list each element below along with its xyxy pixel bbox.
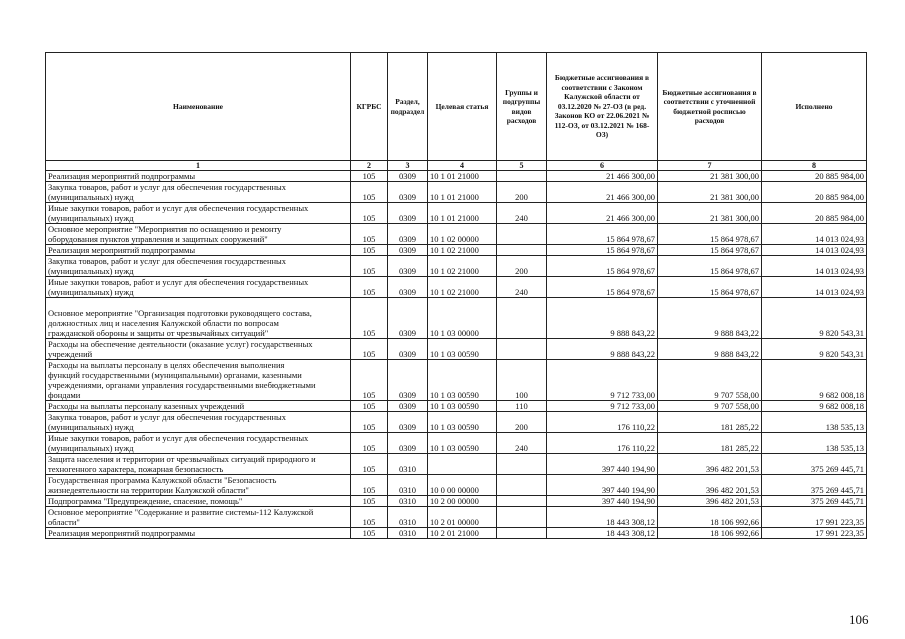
cell-name-line: (муниципальных) нужд <box>48 287 134 297</box>
cell-section: 0309 <box>388 245 428 256</box>
header-kgrbs: КГРБС <box>351 53 388 161</box>
cell-kgrbs: 105 <box>351 277 388 298</box>
cell-refined-amount: 15 864 978,67 <box>658 277 762 298</box>
cell-expense-group: 240 <box>497 203 547 224</box>
table-row <box>46 339 867 360</box>
cell-refined-amount: 9 888 843,22 <box>658 298 762 339</box>
cell-name-line: области" <box>48 517 80 527</box>
cell-executed-amount: 138 535,13 <box>762 433 867 454</box>
cell-refined-amount: 9 888 843,22 <box>658 339 762 360</box>
cell-executed-amount: 138 535,13 <box>762 412 867 433</box>
table-row <box>46 277 867 298</box>
table-row <box>46 224 867 245</box>
cell-name-line: Реализация мероприятий подпрограммы <box>48 171 196 181</box>
cell-name-line: Закупка товаров, работ и услуг для обеспечения государственных <box>48 256 287 266</box>
cell-target-article: 10 1 03 00590 <box>428 401 497 412</box>
cell-target-article: 10 1 03 00590 <box>428 360 497 401</box>
cell-kgrbs: 105 <box>351 507 388 528</box>
cell-name <box>46 454 351 475</box>
cell-target-article: 10 1 02 21000 <box>428 245 497 256</box>
cell-name-line: учреждений <box>48 349 93 359</box>
cell-section: 0309 <box>388 433 428 454</box>
cell-expense-group <box>497 298 547 339</box>
cell-name-line: Защита населения и территории от чрезвычайных ситуаций природного и <box>48 454 316 464</box>
cell-section: 0309 <box>388 171 428 182</box>
cell-name <box>46 224 351 245</box>
cell-name <box>46 496 351 507</box>
cell-name <box>46 256 351 277</box>
cell-name <box>46 182 351 203</box>
cell-expense-group: 200 <box>497 412 547 433</box>
cell-name <box>46 507 351 528</box>
cell-kgrbs: 105 <box>351 182 388 203</box>
cell-expense-group <box>497 475 547 496</box>
cell-name <box>46 298 351 339</box>
cell-name-line: жизнедеятельности на территории Калужской области" <box>48 485 249 495</box>
cell-name-line: Закупка товаров, работ и услуг для обеспечения государственных <box>48 182 287 192</box>
cell-name-line: (муниципальных) нужд <box>48 213 134 223</box>
cell-kgrbs: 105 <box>351 528 388 539</box>
cell-executed-amount: 375 269 445,71 <box>762 496 867 507</box>
cell-executed-amount: 375 269 445,71 <box>762 475 867 496</box>
cell-target-article: 10 1 01 21000 <box>428 203 497 224</box>
cell-expense-group: 200 <box>497 182 547 203</box>
cell-section: 0309 <box>388 360 428 401</box>
cell-name <box>46 412 351 433</box>
column-number: 4 <box>428 161 497 171</box>
cell-kgrbs: 105 <box>351 412 388 433</box>
cell-target-article: 10 1 03 00590 <box>428 339 497 360</box>
cell-name-line: Закупка товаров, работ и услуг для обеспечения государственных <box>48 412 287 422</box>
cell-executed-amount: 20 885 984,00 <box>762 203 867 224</box>
cell-law-amount: 18 443 308,12 <box>547 507 658 528</box>
cell-name-line: Подпрограмма "Предупреждение, спасение, помощь" <box>48 496 243 506</box>
table-row <box>46 401 867 412</box>
cell-name-line: (муниципальных) нужд <box>48 443 134 453</box>
cell-name <box>46 433 351 454</box>
cell-kgrbs: 105 <box>351 245 388 256</box>
cell-target-article: 10 2 01 00000 <box>428 507 497 528</box>
cell-section: 0309 <box>388 182 428 203</box>
cell-name-line: Государственная программа Калужской области "Безопасность <box>48 475 277 485</box>
cell-section: 0310 <box>388 528 428 539</box>
cell-refined-amount: 15 864 978,67 <box>658 224 762 245</box>
table-row <box>46 171 867 182</box>
header-section: Раздел, подраздел <box>388 53 428 161</box>
cell-kgrbs: 105 <box>351 203 388 224</box>
cell-name-line: Основное мероприятие "Мероприятия по оснащению и ремонту <box>48 224 282 234</box>
cell-kgrbs: 105 <box>351 171 388 182</box>
cell-law-amount: 397 440 194,90 <box>547 496 658 507</box>
cell-kgrbs: 105 <box>351 224 388 245</box>
cell-executed-amount: 20 885 984,00 <box>762 171 867 182</box>
cell-name-line: гражданской обороны и защиты от чрезвычайных ситуаций" <box>48 328 269 338</box>
header-executed: Исполнено <box>762 53 867 161</box>
header-groups: Группы и подгруппы видов расходов <box>497 53 547 161</box>
cell-expense-group: 110 <box>497 401 547 412</box>
cell-target-article: 10 2 00 00000 <box>428 496 497 507</box>
cell-law-amount: 397 440 194,90 <box>547 454 658 475</box>
cell-law-amount: 18 443 308,12 <box>547 528 658 539</box>
table-row <box>46 298 867 339</box>
table-row <box>46 245 867 256</box>
table-row <box>46 412 867 433</box>
cell-law-amount: 15 864 978,67 <box>547 256 658 277</box>
cell-target-article: 10 0 00 00000 <box>428 475 497 496</box>
table-row <box>46 360 867 401</box>
cell-kgrbs: 105 <box>351 256 388 277</box>
cell-refined-amount: 9 707 558,00 <box>658 401 762 412</box>
column-number: 6 <box>547 161 658 171</box>
column-number: 8 <box>762 161 867 171</box>
cell-section: 0309 <box>388 401 428 412</box>
cell-expense-group <box>497 224 547 245</box>
cell-section: 0309 <box>388 412 428 433</box>
cell-law-amount: 176 110,22 <box>547 412 658 433</box>
cell-section: 0309 <box>388 203 428 224</box>
cell-expense-group <box>497 507 547 528</box>
column-number: 7 <box>658 161 762 171</box>
cell-refined-amount: 396 482 201,53 <box>658 475 762 496</box>
cell-expense-group <box>497 339 547 360</box>
page-number: 106 <box>849 612 869 627</box>
cell-executed-amount: 14 013 024,93 <box>762 277 867 298</box>
table-row <box>46 182 867 203</box>
cell-law-amount: 9 888 843,22 <box>547 298 658 339</box>
table-row <box>46 433 867 454</box>
cell-name-line: техногенного характера, пожарная безопасность <box>48 464 224 474</box>
cell-name-line: фондами <box>48 390 81 400</box>
cell-name <box>46 171 351 182</box>
cell-refined-amount: 15 864 978,67 <box>658 256 762 277</box>
cell-section: 0309 <box>388 298 428 339</box>
cell-refined-amount: 21 381 300,00 <box>658 182 762 203</box>
cell-name-line: оборудования пунктов управления и защитных сооружений" <box>48 234 268 244</box>
cell-name-line: (муниципальных) нужд <box>48 422 134 432</box>
cell-law-amount: 21 466 300,00 <box>547 171 658 182</box>
cell-executed-amount: 14 013 024,93 <box>762 224 867 245</box>
cell-name-line: (муниципальных) нужд <box>48 266 134 276</box>
cell-name-line: Основное мероприятие "Содержание и развитие системы-112 Калужской <box>48 507 314 517</box>
cell-target-article: 10 1 02 21000 <box>428 256 497 277</box>
cell-kgrbs: 105 <box>351 339 388 360</box>
cell-name-line: должностных лиц и населения Калужской области по вопросам <box>48 318 279 328</box>
cell-refined-amount: 396 482 201,53 <box>658 454 762 475</box>
cell-law-amount: 15 864 978,67 <box>547 224 658 245</box>
cell-refined-amount: 15 864 978,67 <box>658 245 762 256</box>
cell-law-amount: 15 864 978,67 <box>547 277 658 298</box>
header-law: Бюджетные ассигнования в соответствии с Законом Калужской области от 03.12.2020 № 27-ОЗ (в ред. Законов КО от 22.06.2021 № 112-ОЗ, от 03.12.2021 № 168-ОЗ) <box>547 53 658 161</box>
table-row <box>46 507 867 528</box>
cell-kgrbs: 105 <box>351 433 388 454</box>
cell-name-line: Расходы на выплаты персоналу в целях обеспечения выполнения <box>48 360 285 370</box>
table-row <box>46 528 867 539</box>
cell-executed-amount: 17 991 223,35 <box>762 528 867 539</box>
cell-name-line: Иные закупки товаров, работ и услуг для обеспечения государственных <box>48 433 309 443</box>
cell-executed-amount: 9 820 543,31 <box>762 298 867 339</box>
cell-law-amount: 176 110,22 <box>547 433 658 454</box>
cell-name-line <box>48 298 348 308</box>
cell-target-article: 10 1 02 00000 <box>428 224 497 245</box>
cell-kgrbs: 105 <box>351 298 388 339</box>
cell-refined-amount: 396 482 201,53 <box>658 496 762 507</box>
column-number: 2 <box>351 161 388 171</box>
cell-target-article: 10 1 03 00000 <box>428 298 497 339</box>
table-body <box>46 171 867 539</box>
cell-refined-amount: 18 106 992,66 <box>658 507 762 528</box>
cell-name-line: Иные закупки товаров, работ и услуг для обеспечения государственных <box>48 203 309 213</box>
table-row <box>46 256 867 277</box>
cell-section: 0309 <box>388 339 428 360</box>
header-name: Наименование <box>46 53 351 161</box>
cell-section: 0309 <box>388 224 428 245</box>
cell-expense-group: 200 <box>497 256 547 277</box>
cell-expense-group <box>497 454 547 475</box>
cell-name <box>46 475 351 496</box>
cell-target-article: 10 1 03 00590 <box>428 433 497 454</box>
cell-expense-group <box>497 171 547 182</box>
cell-kgrbs: 105 <box>351 454 388 475</box>
header-refined: Бюджетные ассигнования в соответствии с уточненной бюджетной росписью расходов <box>658 53 762 161</box>
cell-name-line: Иные закупки товаров, работ и услуг для обеспечения государственных <box>48 277 309 287</box>
cell-expense-group <box>497 496 547 507</box>
cell-expense-group: 240 <box>497 433 547 454</box>
cell-name <box>46 360 351 401</box>
cell-expense-group <box>497 528 547 539</box>
cell-name <box>46 339 351 360</box>
cell-section: 0310 <box>388 496 428 507</box>
cell-name-line: (муниципальных) нужд <box>48 192 134 202</box>
cell-executed-amount: 9 820 543,31 <box>762 339 867 360</box>
cell-executed-amount: 9 682 008,18 <box>762 360 867 401</box>
cell-kgrbs: 105 <box>351 496 388 507</box>
cell-target-article <box>428 454 497 475</box>
cell-target-article: 10 1 03 00590 <box>428 412 497 433</box>
column-number: 5 <box>497 161 547 171</box>
cell-refined-amount: 18 106 992,66 <box>658 528 762 539</box>
cell-law-amount: 21 466 300,00 <box>547 182 658 203</box>
cell-refined-amount: 181 285,22 <box>658 433 762 454</box>
cell-name-line: Расходы на выплаты персоналу казенных учреждений <box>48 401 245 411</box>
cell-name <box>46 203 351 224</box>
cell-executed-amount: 14 013 024,93 <box>762 245 867 256</box>
cell-expense-group: 240 <box>497 277 547 298</box>
cell-name-line: учреждениями, органами управления государственными внебюджетными <box>48 380 316 390</box>
cell-refined-amount: 21 381 300,00 <box>658 171 762 182</box>
table-header-row <box>46 53 867 161</box>
cell-name-line: Расходы на обеспечение деятельности (оказание услуг) государственных <box>48 339 313 349</box>
column-number-row <box>46 161 867 171</box>
cell-target-article: 10 1 01 21000 <box>428 171 497 182</box>
table-row <box>46 454 867 475</box>
cell-section: 0310 <box>388 454 428 475</box>
cell-executed-amount: 20 885 984,00 <box>762 182 867 203</box>
cell-law-amount: 15 864 978,67 <box>547 245 658 256</box>
table-row <box>46 203 867 224</box>
column-number: 3 <box>388 161 428 171</box>
cell-name <box>46 277 351 298</box>
cell-law-amount: 21 466 300,00 <box>547 203 658 224</box>
cell-refined-amount: 181 285,22 <box>658 412 762 433</box>
cell-executed-amount: 375 269 445,71 <box>762 454 867 475</box>
cell-law-amount: 9 712 733,00 <box>547 360 658 401</box>
cell-target-article: 10 2 01 21000 <box>428 528 497 539</box>
cell-refined-amount: 21 381 300,00 <box>658 203 762 224</box>
cell-section: 0310 <box>388 507 428 528</box>
cell-section: 0309 <box>388 277 428 298</box>
cell-law-amount: 397 440 194,90 <box>547 475 658 496</box>
cell-name-line: функций государственными (муниципальными) органами, казенными <box>48 370 302 380</box>
cell-expense-group: 100 <box>497 360 547 401</box>
cell-name-line: Реализация мероприятий подпрограммы <box>48 245 196 255</box>
cell-law-amount: 9 888 843,22 <box>547 339 658 360</box>
cell-refined-amount: 9 707 558,00 <box>658 360 762 401</box>
cell-expense-group <box>497 245 547 256</box>
budget-table <box>45 52 867 539</box>
cell-name <box>46 245 351 256</box>
cell-kgrbs: 105 <box>351 401 388 412</box>
cell-name-line: Основное мероприятие "Организация подготовки руководящего состава, <box>48 308 312 318</box>
table-row <box>46 496 867 507</box>
cell-name <box>46 528 351 539</box>
cell-target-article: 10 1 02 21000 <box>428 277 497 298</box>
cell-kgrbs: 105 <box>351 360 388 401</box>
cell-name <box>46 401 351 412</box>
cell-executed-amount: 9 682 008,18 <box>762 401 867 412</box>
table-row <box>46 475 867 496</box>
cell-kgrbs: 105 <box>351 475 388 496</box>
cell-section: 0309 <box>388 256 428 277</box>
header-target: Целевая статья <box>428 53 497 161</box>
cell-executed-amount: 14 013 024,93 <box>762 256 867 277</box>
cell-target-article: 10 1 01 21000 <box>428 182 497 203</box>
cell-section: 0310 <box>388 475 428 496</box>
column-number: 1 <box>46 161 351 171</box>
cell-name-line: Реализация мероприятий подпрограммы <box>48 528 196 538</box>
cell-law-amount: 9 712 733,00 <box>547 401 658 412</box>
cell-executed-amount: 17 991 223,35 <box>762 507 867 528</box>
